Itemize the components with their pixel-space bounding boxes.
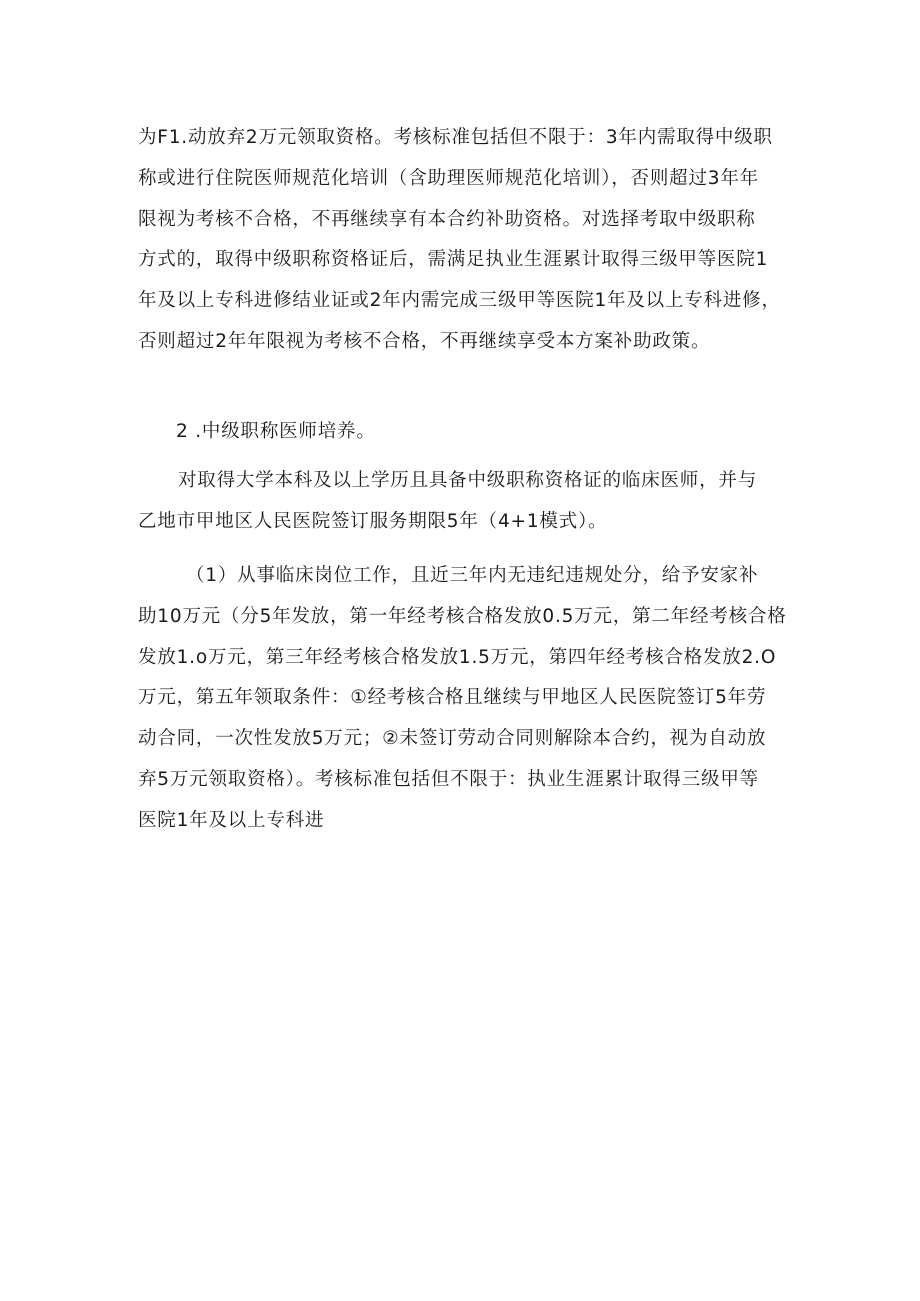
paragraph-4-line: 医院1年及以上专科进 (138, 809, 325, 831)
paragraph-1-line: 称或进行住院医师规范化培训（含助理医师规范化培训），否则超过3年年 (138, 167, 759, 189)
paragraph-3-line: 对取得大学本科及以上学历且具备中级职称资格证的临床医师，并与 (178, 470, 758, 491)
paragraph-1-line: 年及以上专科进修结业证或2年内需完成三级甲等医院1年及以上专科进修， (138, 290, 781, 312)
paragraph-1-line: 否则超过2年年限视为考核不合格，不再继续享受本方案补助政策。 (138, 330, 711, 352)
paragraph-3 (138, 461, 798, 543)
section-heading-text: 2 .中级职称医师培养。 (176, 421, 376, 442)
paragraph-1-line: 方式的，取得中级职称资格证后，需满足执业生涯累计取得三级甲等医院1 (138, 249, 769, 271)
paragraph-4 (138, 556, 798, 842)
paragraph-1 (138, 118, 798, 363)
section-heading-2 (138, 412, 798, 453)
paragraph-4-line: 发放1.o万元，第三年经考核合格发放1.5万元，第四年经考核合格发放2.O (138, 646, 777, 668)
paragraph-4-line: 动合同，一次性发放5万元；②未签订劳动合同则解除本合约，视为自动放 (138, 728, 767, 750)
paragraph-1-line: 为F1.动放弃2万元领取资格。考核标准包括但不限于：3年内需取得中级职 (138, 127, 773, 148)
paragraph-4-line: 弃5万元领取资格）。考核标准包括但不限于：执业生涯累计取得三级甲等 (138, 768, 759, 790)
paragraph-1-line: 限视为考核不合格，不再继续享有本合约补助资格。对选择考取中级职称 (138, 208, 756, 230)
paragraph-4-line: （1）从事临床岗位工作，且近三年内无违纪违规处分，给予安家补 (186, 565, 759, 586)
paragraph-4-line: 助10万元（分5年发放，第一年经考核合格发放0.5万元，第二年经考核合格 (138, 605, 787, 627)
paragraph-4-line: 万元，第五年领取条件：①经考核合格且继续与甲地区人民医院签订5年劳 (138, 687, 767, 709)
paragraph-3-line: 乙地市甲地区人民医院签订服务期限5年（4+1模式）。 (138, 510, 608, 532)
